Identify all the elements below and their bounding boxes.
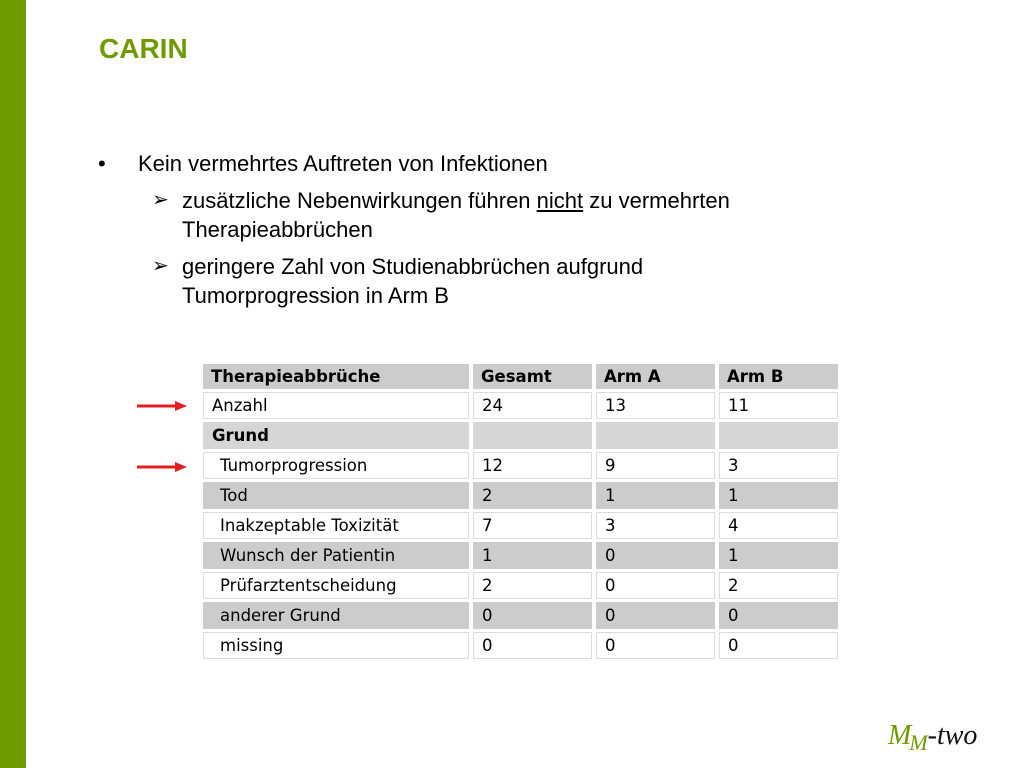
header-cell: Gesamt: [473, 364, 592, 389]
table-cell: 3: [596, 512, 715, 539]
table-cell: 2: [719, 572, 838, 599]
table-cell: Tod: [203, 482, 469, 509]
sub-bullet-1-text-post: zu vermehrten Therapieabbrüchen: [182, 188, 730, 242]
table-row: [203, 482, 838, 509]
table-cell: 24: [473, 392, 592, 419]
sub-bullet-1-underlined: nicht: [536, 188, 584, 213]
table-cell: 0: [596, 572, 715, 599]
table-header-row: [203, 364, 838, 389]
table-row: [203, 572, 838, 599]
red-arrow-icon: [137, 461, 187, 473]
table-cell: 11: [719, 392, 838, 419]
table-cell: missing: [203, 632, 469, 659]
table-cell: 7: [473, 512, 592, 539]
bullet-list: [98, 149, 818, 318]
arrow-bullet-icon: ➢: [152, 189, 169, 211]
side-accent-bar: [0, 0, 26, 768]
bullet-dot-icon: •: [98, 151, 106, 176]
sub-bullet-1-text-pre: zusätzliche Nebenwirkungen führen: [182, 188, 537, 213]
table-cell: 2: [473, 482, 592, 509]
table-cell: Inakzeptable Toxizität: [203, 512, 469, 539]
table-cell: 1: [719, 482, 838, 509]
table-cell: 1: [473, 542, 592, 569]
table-cell: 2: [473, 572, 592, 599]
table-cell: 4: [719, 512, 838, 539]
sub-bullet-2: [98, 252, 818, 310]
table-cell: 0: [596, 632, 715, 659]
table-cell: Tumorprogression: [203, 452, 469, 479]
table-cell: 0: [596, 542, 715, 569]
red-arrow-icon: [137, 400, 187, 412]
table-cell: 13: [596, 392, 715, 419]
table-cell: Wunsch der Patientin: [203, 542, 469, 569]
table-row: [203, 452, 838, 479]
table-row-anzahl: [203, 392, 838, 419]
bullet-main: [98, 149, 818, 178]
table-cell: 0: [473, 602, 592, 629]
table-cell: 3: [719, 452, 838, 479]
arrow-bullet-icon: ➢: [152, 255, 169, 277]
header-cell: Arm A: [596, 364, 715, 389]
table-row: [203, 632, 838, 659]
table-cell: Anzahl: [203, 392, 469, 419]
table-cell: 1: [719, 542, 838, 569]
table-cell: Grund: [203, 422, 469, 449]
table-cell: 9: [596, 452, 715, 479]
table-cell: 0: [719, 602, 838, 629]
table-row-grund: [203, 422, 838, 449]
table-row: [203, 512, 838, 539]
header-cell: Arm B: [719, 364, 838, 389]
discontinuation-table: [199, 361, 842, 662]
table-cell: 0: [596, 602, 715, 629]
header-cell: Therapieabbrüche: [203, 364, 469, 389]
table-cell: 12: [473, 452, 592, 479]
table-cell: anderer Grund: [203, 602, 469, 629]
bullet-main-text: Kein vermehrtes Auftreten von Infektionen: [138, 151, 548, 176]
mm-two-logo: $M_M$-two: [888, 720, 978, 755]
sub-bullet-2-text: geringere Zahl von Studienabbrüchen aufgrund Tumorprogression in Arm B: [182, 254, 644, 308]
table-cell: [596, 422, 715, 449]
table-row: [203, 602, 838, 629]
table-cell: 0: [473, 632, 592, 659]
table-row: [203, 542, 838, 569]
table-cell: Prüfarztentscheidung: [203, 572, 469, 599]
slide-title: CARIN: [99, 33, 188, 64]
table-cell: [473, 422, 592, 449]
sub-bullet-1: [98, 186, 818, 244]
table-cell: 0: [719, 632, 838, 659]
table-cell: [719, 422, 838, 449]
table-cell: 1: [596, 482, 715, 509]
